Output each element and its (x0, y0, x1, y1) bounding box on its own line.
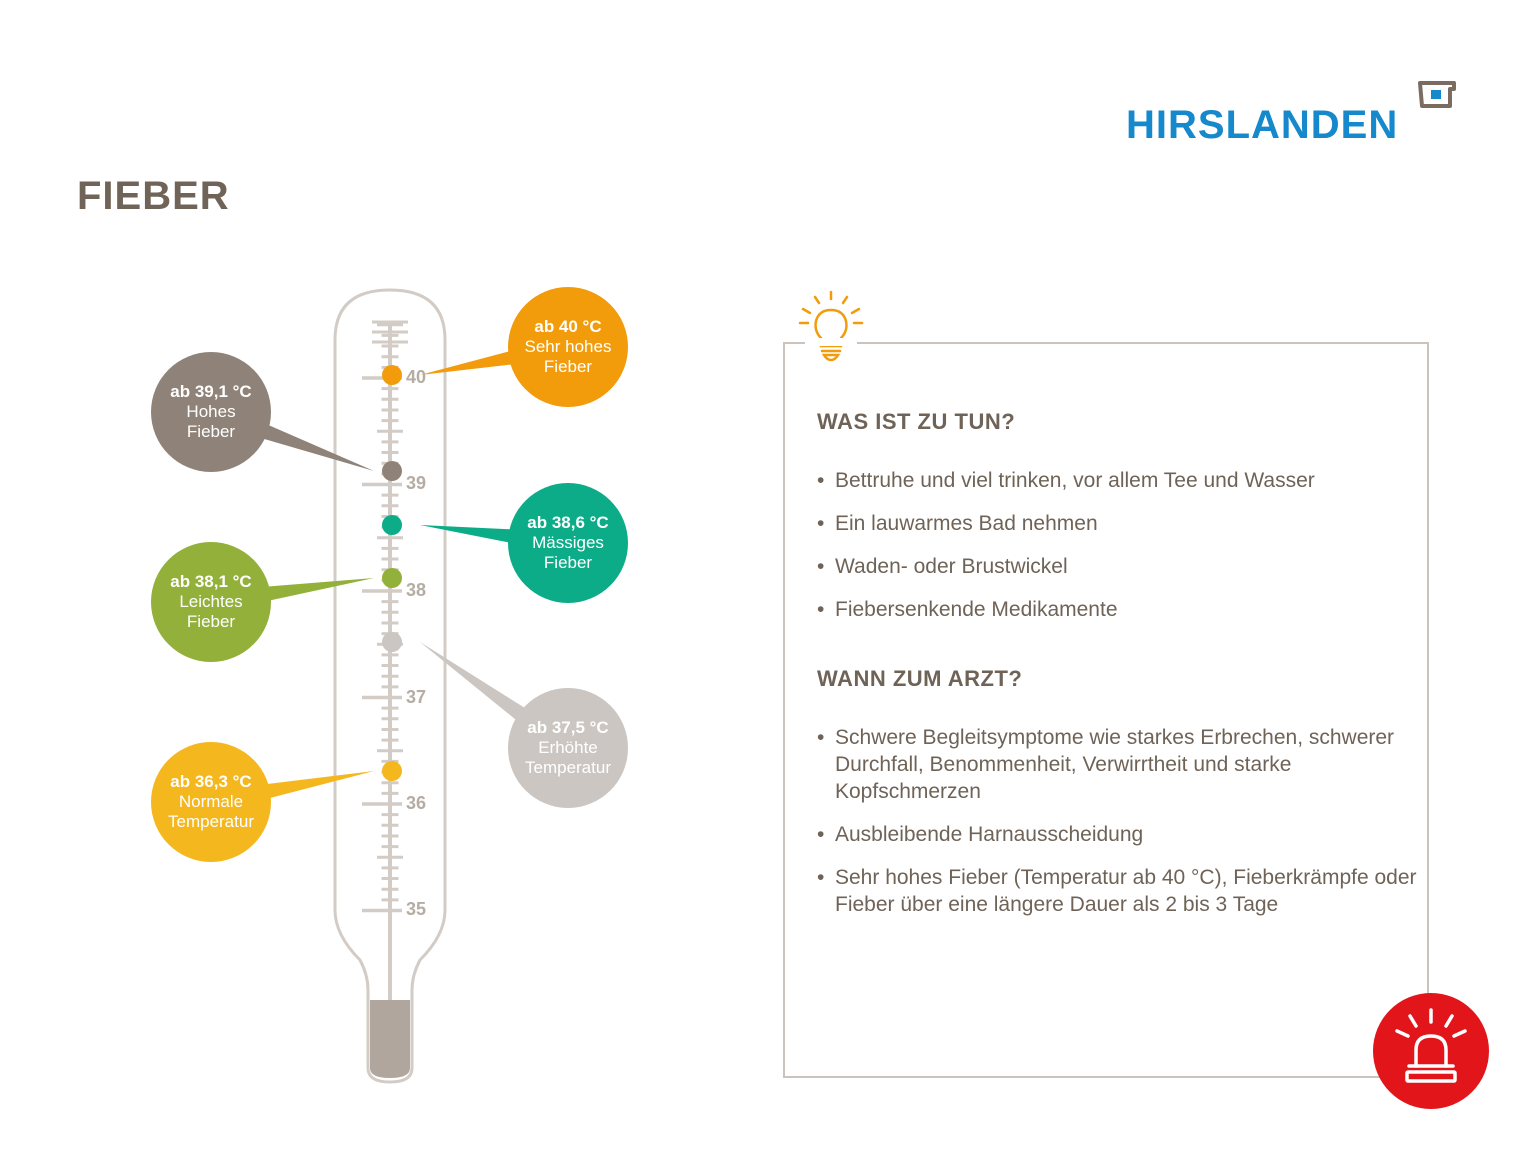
list-item: • Ein lauwarmes Bad nehmen (817, 510, 1417, 537)
list-when-to-doctor (817, 724, 1417, 934)
level-dot (382, 632, 402, 652)
level-label-line1: Leichtes (179, 592, 243, 611)
info-box-border-gap (805, 338, 857, 346)
info-box (783, 342, 1429, 1078)
list-item: • Ausbleibende Harnausscheidung (817, 821, 1417, 848)
tick-label-39: 39 (406, 473, 427, 493)
level-label-line1: Hohes (186, 402, 236, 421)
tick-label-37: 37 (406, 687, 427, 707)
tick-label-38: 38 (406, 580, 427, 600)
list-item: • Schwere Begleitsymptome wie starkes Erbrechen, schwerer Durchfall, Benommenheit, Verwirrtheit und starke Kopfschmerzen (817, 724, 1417, 805)
level-dot (382, 365, 402, 385)
level-dot (382, 515, 402, 535)
level-label-line2: Temperatur (525, 758, 611, 777)
level-label-line1: Mässiges (532, 533, 604, 552)
level-light-fever (151, 542, 271, 662)
level-label-line1: Normale (178, 792, 244, 811)
list-item: • Bettruhe und viel trinken, vor allem Tee und Wasser (817, 467, 1417, 494)
level-dot (382, 761, 402, 781)
level-label-line2: Fieber (543, 553, 593, 572)
level-very-high-fever (508, 287, 628, 407)
list-item: • Sehr hohes Fieber (Temperatur ab 40 °C), Fieberkrämpfe oder Fieber über eine längere Dauer als 2 bis 3 Tage (817, 864, 1417, 918)
page-title: FIEBER (77, 174, 230, 218)
level-label-line2: Fieber (543, 357, 593, 376)
list-item: • Waden- oder Brustwickel (817, 553, 1417, 580)
brand-name: HIRSLANDEN (1126, 103, 1399, 147)
tick-label-36: 36 (406, 793, 427, 813)
list-item: • Fiebersenkende Medikamente (817, 596, 1417, 623)
level-temp: ab 38,6 °C (527, 513, 609, 532)
thermometer-bulb (370, 1000, 410, 1078)
level-label-line1: Sehr hohes (524, 337, 612, 356)
hirslanden-logo-icon (1416, 80, 1458, 114)
level-temp: ab 38,1 °C (170, 572, 252, 591)
level-temp: ab 40 °C (534, 317, 602, 336)
level-label-line2: Fieber (186, 422, 236, 441)
siren-icon (1372, 992, 1490, 1110)
level-label-line2: Fieber (186, 612, 236, 631)
tick-marks (362, 322, 408, 911)
level-moderate-fever (508, 483, 628, 603)
level-dot (382, 568, 402, 588)
level-label-line1: Erhöhte (538, 738, 598, 757)
tick-label-40: 40 (406, 367, 427, 387)
level-label-line2: Temperatur (168, 812, 254, 831)
tick-label-35: 35 (406, 899, 427, 919)
level-dot (382, 461, 402, 481)
level-normal-temperature (151, 742, 271, 862)
level-temp: ab 39,1 °C (170, 382, 252, 401)
level-temp: ab 37,5 °C (527, 718, 609, 737)
list-what-to-do (817, 467, 1417, 639)
level-temp: ab 36,3 °C (170, 772, 252, 791)
section-title-when-to-doctor: WANN ZUM ARZT? (817, 666, 1023, 691)
level-high-fever (151, 352, 271, 472)
level-elevated-temperature (508, 688, 628, 808)
section-title-what-to-do: WAS IST ZU TUN? (817, 409, 1016, 434)
